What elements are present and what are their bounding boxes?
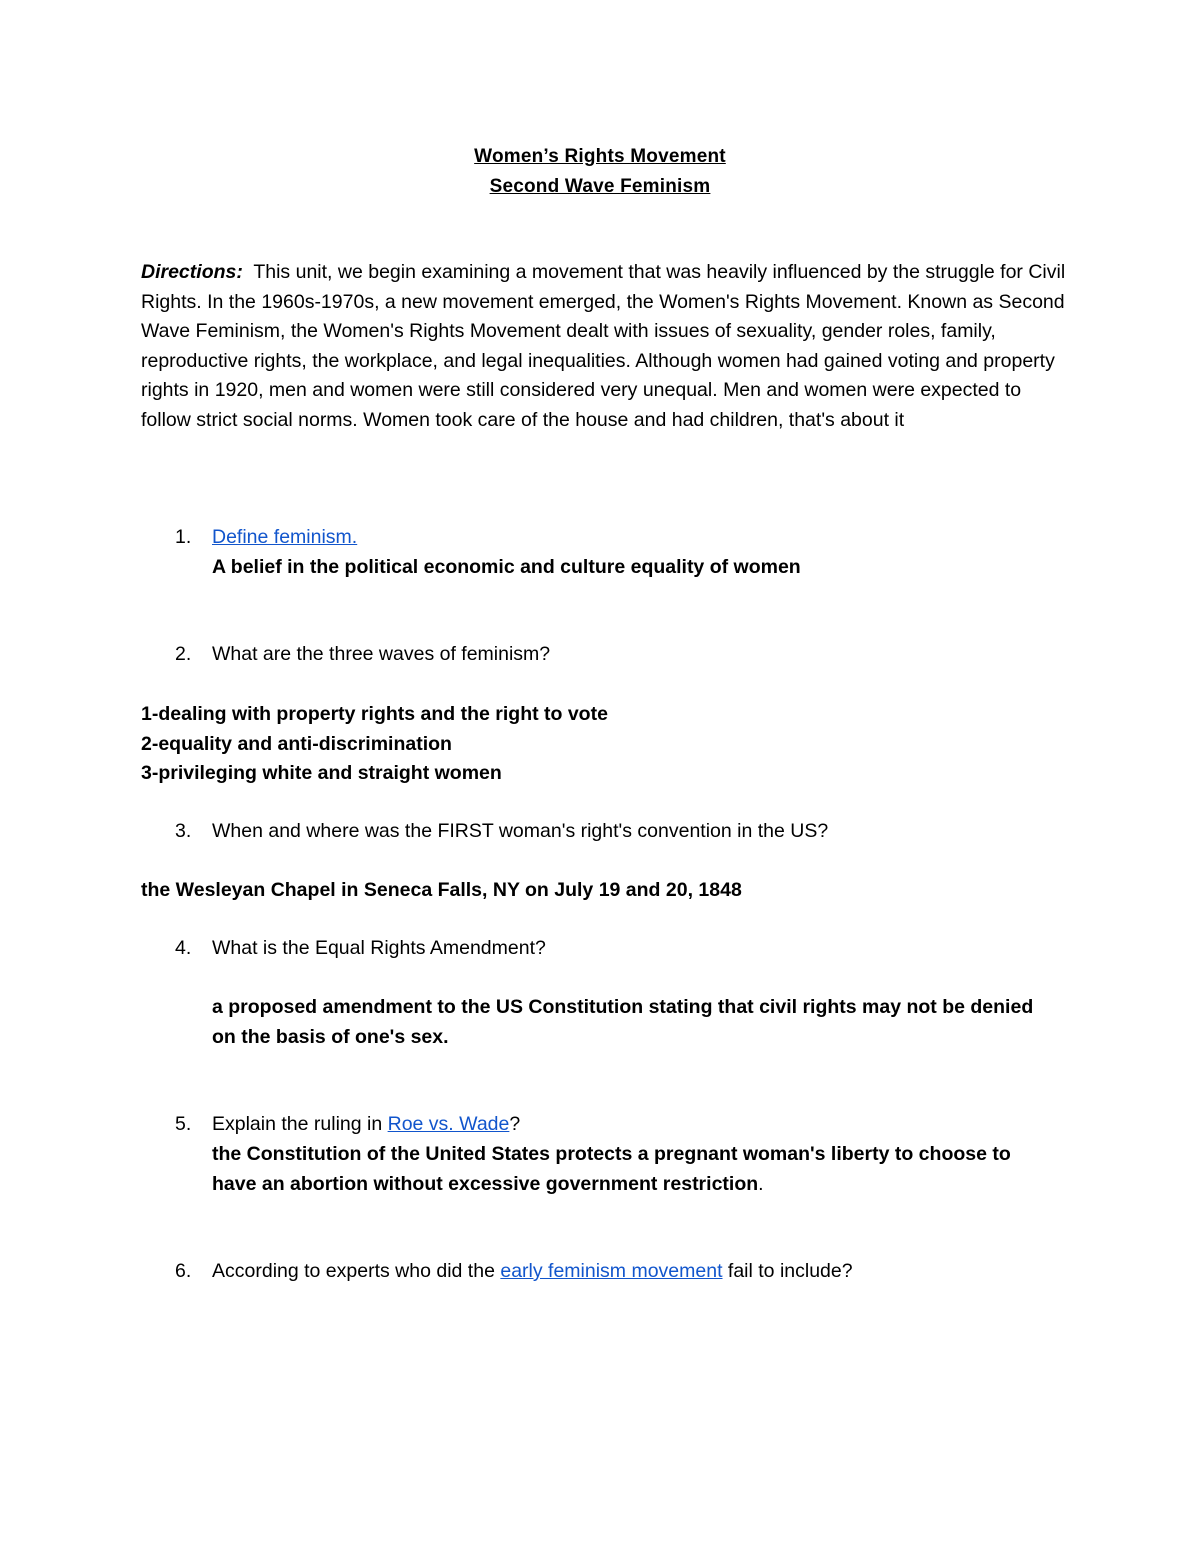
question-number: 2. xyxy=(175,643,192,665)
document-header xyxy=(0,142,1200,202)
question-text: What are the three waves of feminism? xyxy=(212,643,551,665)
answer-5 xyxy=(212,1140,1042,1199)
question-number: 6. xyxy=(175,1260,192,1282)
question-4 xyxy=(141,934,1081,964)
question-number: 1. xyxy=(175,526,192,548)
early-feminism-movement-link[interactable]: early feminism movement xyxy=(500,1260,723,1282)
answer-2-line-2: 2-equality and anti-discrimination xyxy=(141,732,452,755)
question-text-before: According to experts who did the xyxy=(212,1260,501,1282)
question-text-after: fail to include? xyxy=(722,1260,853,1282)
question-number: 4. xyxy=(175,937,192,959)
question-3 xyxy=(141,817,1081,847)
directions-label: Directions: xyxy=(141,261,243,283)
page-subtitle: Second Wave Feminism xyxy=(489,176,711,197)
question-5 xyxy=(141,1110,1081,1140)
question-text-after: ? xyxy=(509,1113,521,1135)
question-6 xyxy=(141,1257,1081,1287)
answer-1: A belief in the political economic and culture equality of women xyxy=(212,555,801,578)
question-text-before: Explain the ruling in xyxy=(212,1113,388,1135)
answer-2 xyxy=(141,700,1081,789)
question-text: What is the Equal Rights Amendment? xyxy=(212,937,546,959)
answer-2-line-1: 1-dealing with property rights and the right to vote xyxy=(141,703,608,725)
directions-paragraph xyxy=(141,258,1071,435)
question-1 xyxy=(141,523,1081,582)
roe-vs-wade-link[interactable]: Roe vs. Wade xyxy=(387,1113,510,1135)
answer-5-end: . xyxy=(758,1172,764,1195)
question-number: 3. xyxy=(175,820,192,842)
question-number: 5. xyxy=(175,1113,192,1135)
answer-2-line-3: 3-privileging white and straight women xyxy=(141,762,502,784)
answer-4: a proposed amendment to the US Constitution stating that civil rights may not be denied on the basis of one's sex. xyxy=(212,996,1034,1048)
page-title: Women’s Rights Movement xyxy=(474,146,726,167)
question-text: When and where was the FIRST woman's right's convention in the US? xyxy=(212,820,829,842)
answer-3: the Wesleyan Chapel in Seneca Falls, NY on July 19 and 20, 1848 xyxy=(141,879,742,901)
answer-5-text: the Constitution of the United States protects a pregnant woman's liberty to choose to have an abortion without excessive government restriction xyxy=(212,1143,1011,1195)
directions-text: This unit, we begin examining a movement that was heavily influenced by the struggle for Civil Rights. In the 1960s-1970s, a new movement emerged, the Women's Rights Movement. Known as Second Wave Feminism, the Women's Rights Movement dealt with issues of sexuality, gender roles, family, reproductive rights, the workplace, and legal inequalities. Although women had gained voting and property rights in 1920, men and women were still considered very unequal. Men and women were expected to follow strict social norms. Women took care of the house and had children, that's about it xyxy=(141,261,1066,431)
question-2 xyxy=(141,640,1081,670)
define-feminism-link[interactable]: Define feminism. xyxy=(212,526,358,548)
